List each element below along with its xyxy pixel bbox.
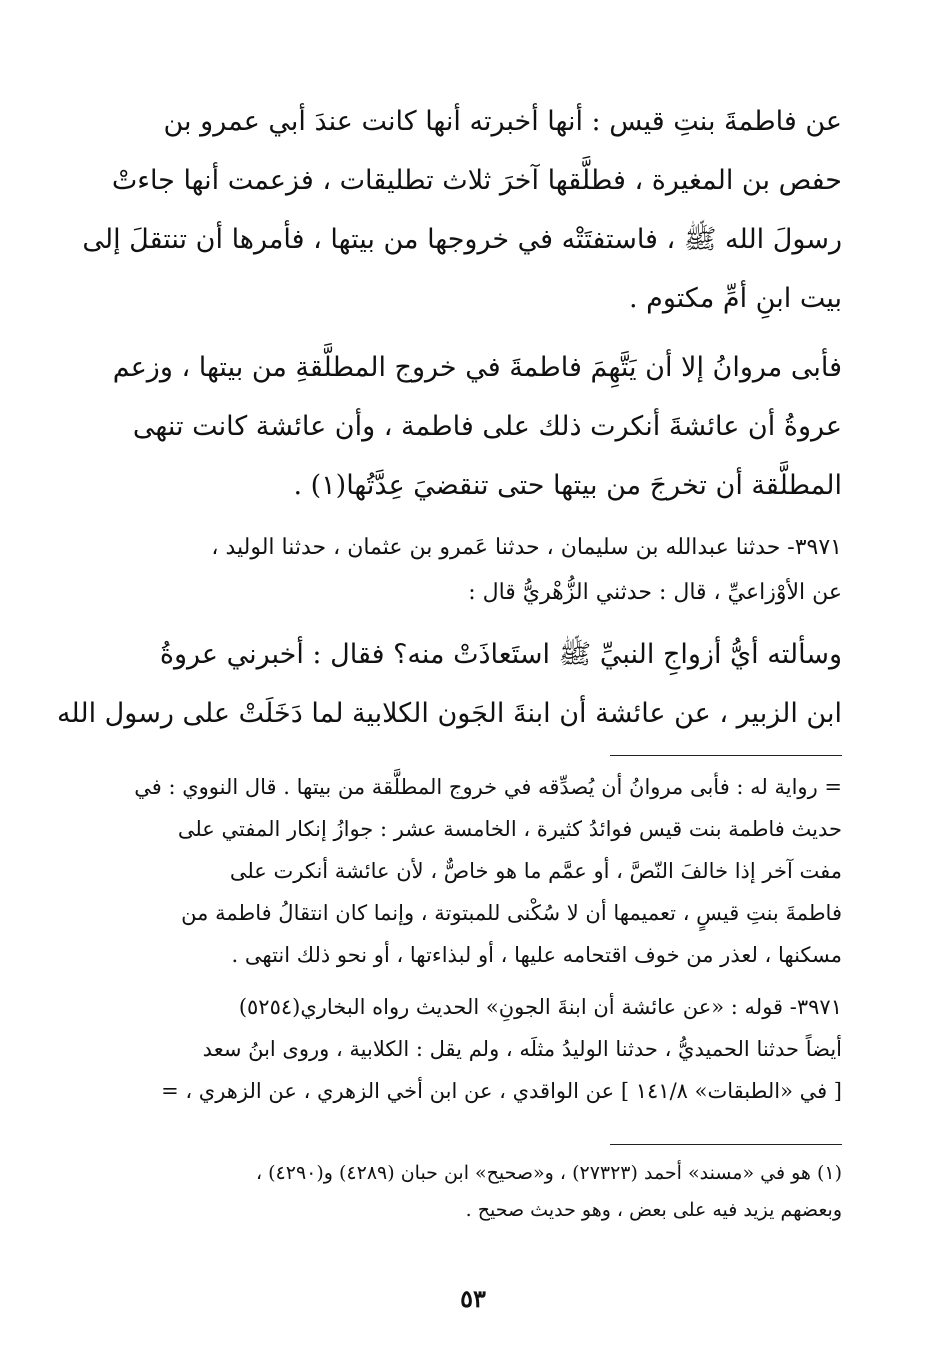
hadith-line: عن فاطمةَ بنتِ قيس : أنها أخبرته أنها كانت عندَ أبي عمرو بن bbox=[163, 106, 842, 137]
hadith-line: رسولَ الله ﷺ ، فاستفتَتْه في خروجها من بيتها ، فأمرها أن تنتقلَ إلى bbox=[82, 224, 842, 255]
footnote bbox=[122, 1155, 842, 1229]
hadith-line: بيت ابنِ أمِّ مكتوم . bbox=[628, 283, 842, 314]
page-body bbox=[56, 92, 842, 1229]
hadith-3971-isnad bbox=[122, 525, 842, 615]
note-line: [ في «الطبقات» ١٤١/٨ ] عن الواقدي ، عن ابن أخي الزهري ، عن الزهري ، = bbox=[161, 1079, 842, 1103]
hadith-text bbox=[82, 92, 842, 328]
margin-note-1 bbox=[122, 766, 842, 976]
note-line: ٣٩٧١- قوله : «عن عائشة أن ابنةَ الجونِ» الحديث رواه البخاري(٥٢٥٤) bbox=[238, 995, 842, 1019]
commentary-text bbox=[112, 338, 842, 515]
margin-note-2 bbox=[122, 986, 842, 1112]
commentary-line: عروةُ أن عائشةَ أنكرت ذلك على فاطمة ، وأن عائشة كانت تنهى bbox=[132, 411, 842, 442]
page-number: ٥٣ bbox=[460, 1284, 486, 1313]
note-line: = رواية له : فأبى مروانُ أن يُصدِّقه في خروج المطلَّقة من بيتها . قال النووي : في bbox=[134, 775, 842, 799]
notes-separator bbox=[610, 755, 842, 756]
commentary-line: فأبى مروانُ إلا أن يَتَّهِمَ فاطمةَ في خروج المطلَّقةِ من بيتها ، وزعم bbox=[112, 352, 842, 383]
note-line: أيضاً حدثنا الحميديُّ ، حدثنا الوليدُ مثلَه ، ولم يقل : الكلابية ، وروى ابنُ سعد bbox=[202, 1037, 842, 1061]
note-line: حديث فاطمة بنت قيس فوائدُ كثيرة ، الخامسة عشر : جوازُ إنكار المفتي على bbox=[177, 817, 842, 841]
hadith-3971-matn bbox=[56, 625, 842, 743]
commentary-line: المطلَّقة أن تخرجَ من بيتها حتى تنقضيَ عِدَّتُها(١) . bbox=[293, 470, 842, 501]
footnote-line: (١) هو في «مسند» أحمد (٢٧٣٢٣) ، و«صحيح» ابن حبان (٤٢٨٩) و(٤٢٩٠) ، bbox=[255, 1162, 842, 1184]
isnad-line: ٣٩٧١- حدثنا عبدالله بن سليمان ، حدثنا عَمرو بن عثمان ، حدثنا الوليد ، bbox=[211, 535, 842, 560]
note-line: مسكنها ، لعذر من خوف اقتحامه عليها ، أو لبذاءتها ، أو نحو ذلك انتهى . bbox=[231, 943, 842, 967]
hadith-line: حفص بن المغيرة ، فطلَّقها آخرَ ثلاث تطليقات ، فزعمت أنها جاءتْ bbox=[111, 165, 842, 196]
matn-line: ابن الزبير ، عن عائشة أن ابنةَ الجَون الكلابية لما دَخَلَتْ على رسول الله bbox=[56, 698, 842, 729]
note-line: فاطمةَ بنتِ قيسٍ ، تعميمها أن لا سُكْنى للمبتوتة ، وإنما كان انتقالُ فاطمة من bbox=[181, 901, 842, 925]
isnad-line: عن الأوْزاعيِّ ، قال : حدثني الزُّهْريُّ قال : bbox=[468, 580, 842, 605]
note-line: مفت آخر إذا خالفَ النّصَّ ، أو عمَّم ما هو خاصٌّ ، لأن عائشة أنكرت على bbox=[229, 859, 842, 883]
footnote-line: وبعضهم يزيد فيه على بعض ، وهو حديث صحيح . bbox=[465, 1199, 842, 1221]
matn-line: وسألته أيُّ أزواجِ النبيِّ ﷺ استَعاذَتْ منه؟ فقال : أخبرني عروةُ bbox=[159, 639, 842, 670]
